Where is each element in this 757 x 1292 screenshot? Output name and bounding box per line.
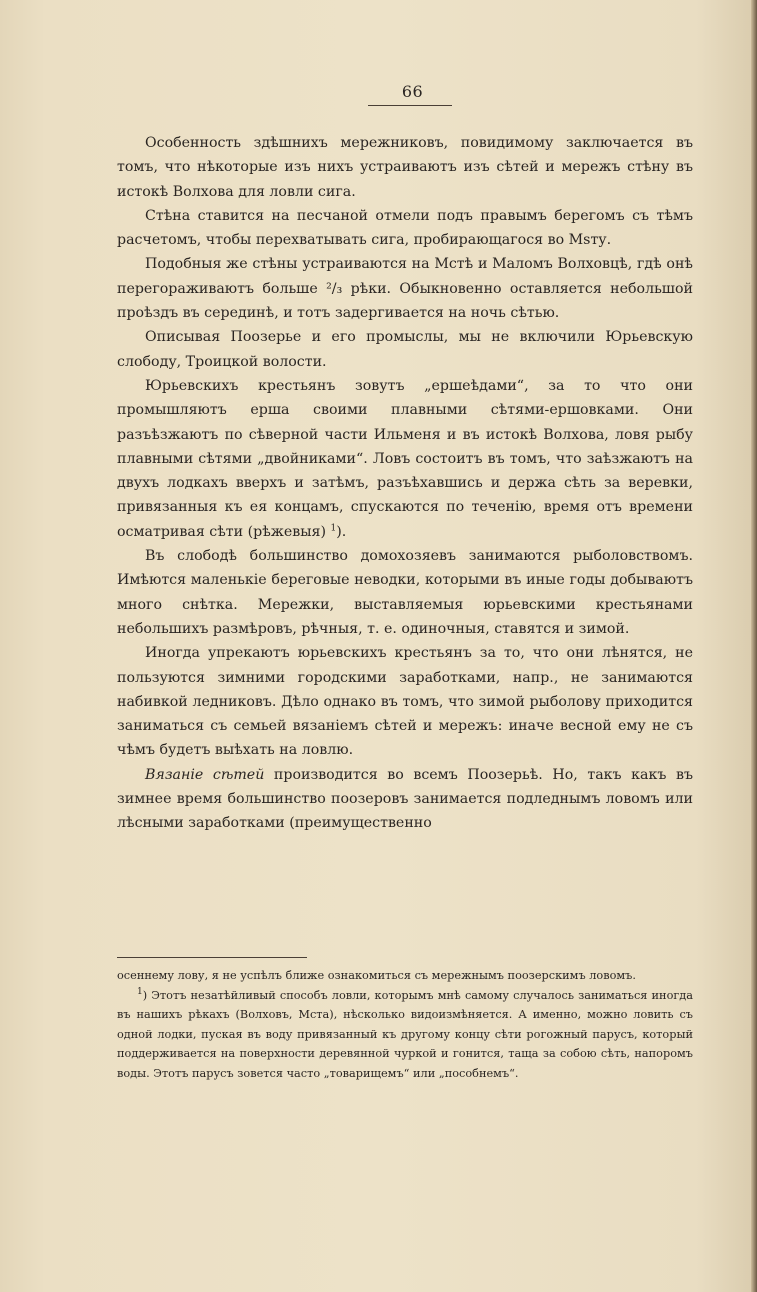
paragraph xyxy=(117,763,693,836)
paragraph-tail: . xyxy=(341,523,347,540)
page-number: 66 xyxy=(401,82,424,101)
paragraph: Стѣна ставится на песчаной отмели подъ правымъ берегомъ съ тѣмъ расчетомъ, чтобы перехватывать сига, пробирающагося во Msту. xyxy=(117,207,693,249)
italic-term: Вязаніе сѣтей xyxy=(145,766,265,783)
paragraph: Иногда упрекаютъ юрьевскихъ крестьянъ за то, что они лѣнятся, не пользуются зимними городскими заработками, напр., не занимаются набивкой ледниковъ. Дѣло однако въ томъ, что зимой рыболову приходится заниматься съ семьей вязаніемъ сѣтей и мережъ: иначе весной ему не съ чѣмъ будетъ выѣхать на ловлю. xyxy=(117,645,693,759)
footnote-continuation: осеннему лову, я не успѣлъ ближе ознакомиться съ мережнымъ поозерскимъ ловомъ. xyxy=(117,969,636,982)
paragraph: Подобныя же стѣны устраиваются на Mстѣ и Маломъ Волховцѣ, гдѣ онѣ перегораживаютъ больше ²/₃ рѣки. Обыкновенно оставляется небольшой проѣздъ въ серединѣ, и тотъ задергивается на ночь сѣтью. xyxy=(117,256,693,322)
footnote-text: Этотъ незатѣйливый способъ ловли, которымъ мнѣ самому случалось заниматься иногда въ нашихъ рѣкахъ (Волховъ, Мста), нѣсколько видоизмѣняется. А именно, можно ловить съ одной лодки, пуская въ воду привязанный къ другому концу сѣти рогожный парусъ, который поддерживается на поверхности деревянной чуркой и гонится, таща за собою сѣть, напоромъ воды. Этотъ парусъ зовется часто „товарищемъ“ или „пособнемъ“. xyxy=(117,988,693,1080)
footnote-reference: 1 xyxy=(330,523,337,534)
paragraph: Въ слободѣ большинство домохозяевъ занимаются рыболовствомъ. Имѣются маленькіе береговые неводки, которыми въ иные годы добываютъ много снѣтка. Мережки, выставляемыя юрьевскими крестьянами небольшихъ размѣровъ, рѣчныя, т. е. одиночныя, ставятся и зимой. xyxy=(117,548,693,637)
footnote-marker: 1 xyxy=(137,986,143,997)
main-text xyxy=(117,131,693,836)
paragraph-text: производится во всемъ Поозерьѣ. Но, такъ какъ въ зимнее время большинство поозеровъ занимается подледнымъ ловомъ или лѣсными заработками (преимущественно xyxy=(117,766,693,832)
page-edge xyxy=(751,0,757,1292)
footnotes xyxy=(117,966,693,1084)
paragraph: Описывая Поозерье и его промыслы, мы не включили Юрьевскую слободу, Троицкой волости. xyxy=(117,329,693,370)
paragraph-text: Юрьевскихъ крестьянъ зовутъ „ершеѣдами“, за то что они промышляютъ ерша своими плавными сѣтями-ершовками. Они разъѣзжаютъ по сѣверной части Ильменя и въ истокѣ Волхова, ловя рыбу плавными сѣтями „двойниками“. Ловъ состоитъ въ томъ, что заѣзжаютъ на двухъ лодкахъ вверхъ и затѣмъ, разъѣхавшись и держа сѣть за веревки, привязанныя къ ея концамъ, спускаются по теченію, время отъ времени осматривая сѣти (рѣжевыя) xyxy=(117,377,693,540)
footnote-1: $^1$) Этотъ незатѣйливый способъ ловли, которымъ мнѣ самому случалось заниматься иногда въ нашихъ рѣкахъ (Волховъ, Мста), нѣсколько видоизмѣняется. А именно, можно ловить съ одной лодки, пуская въ воду привязанный къ другому концу сѣти рогожный парусъ, который поддерживается на поверхности деревянной чуркой и гонится, таща за собою сѣть, напоромъ воды. Этотъ парусъ зовется часто „товарищемъ“ или „пособнемъ“. xyxy=(117,986,693,1080)
page-number-rule xyxy=(368,105,452,106)
footnote-rule xyxy=(117,957,307,958)
paragraph: Особенность здѣшнихъ мережниковъ, повидимому заключается въ томъ, что нѣкоторые изъ нихъ устраиваютъ изъ сѣтей и мережъ стѣну въ истокѣ Волхова для ловли сига. xyxy=(117,135,693,200)
paragraph: Юрьевскихъ крестьянъ зовутъ „ершеѣдами“, за то что они промышляютъ ерша своими плавными сѣтями-ершовками. Они разъѣзжаютъ по сѣверной части Ильменя и въ истокѣ Волхова, ловя рыбу плавными сѣтями „двойниками“. Ловъ состоитъ въ томъ, что заѣзжаютъ на двухъ лодкахъ вверхъ и затѣмъ, разъѣхавшись и держа сѣть за веревки, привязанныя къ ея концамъ, спускаются по теченію, время отъ времени осматривая сѣти (рѣжевыя) $^1$). xyxy=(117,377,693,540)
